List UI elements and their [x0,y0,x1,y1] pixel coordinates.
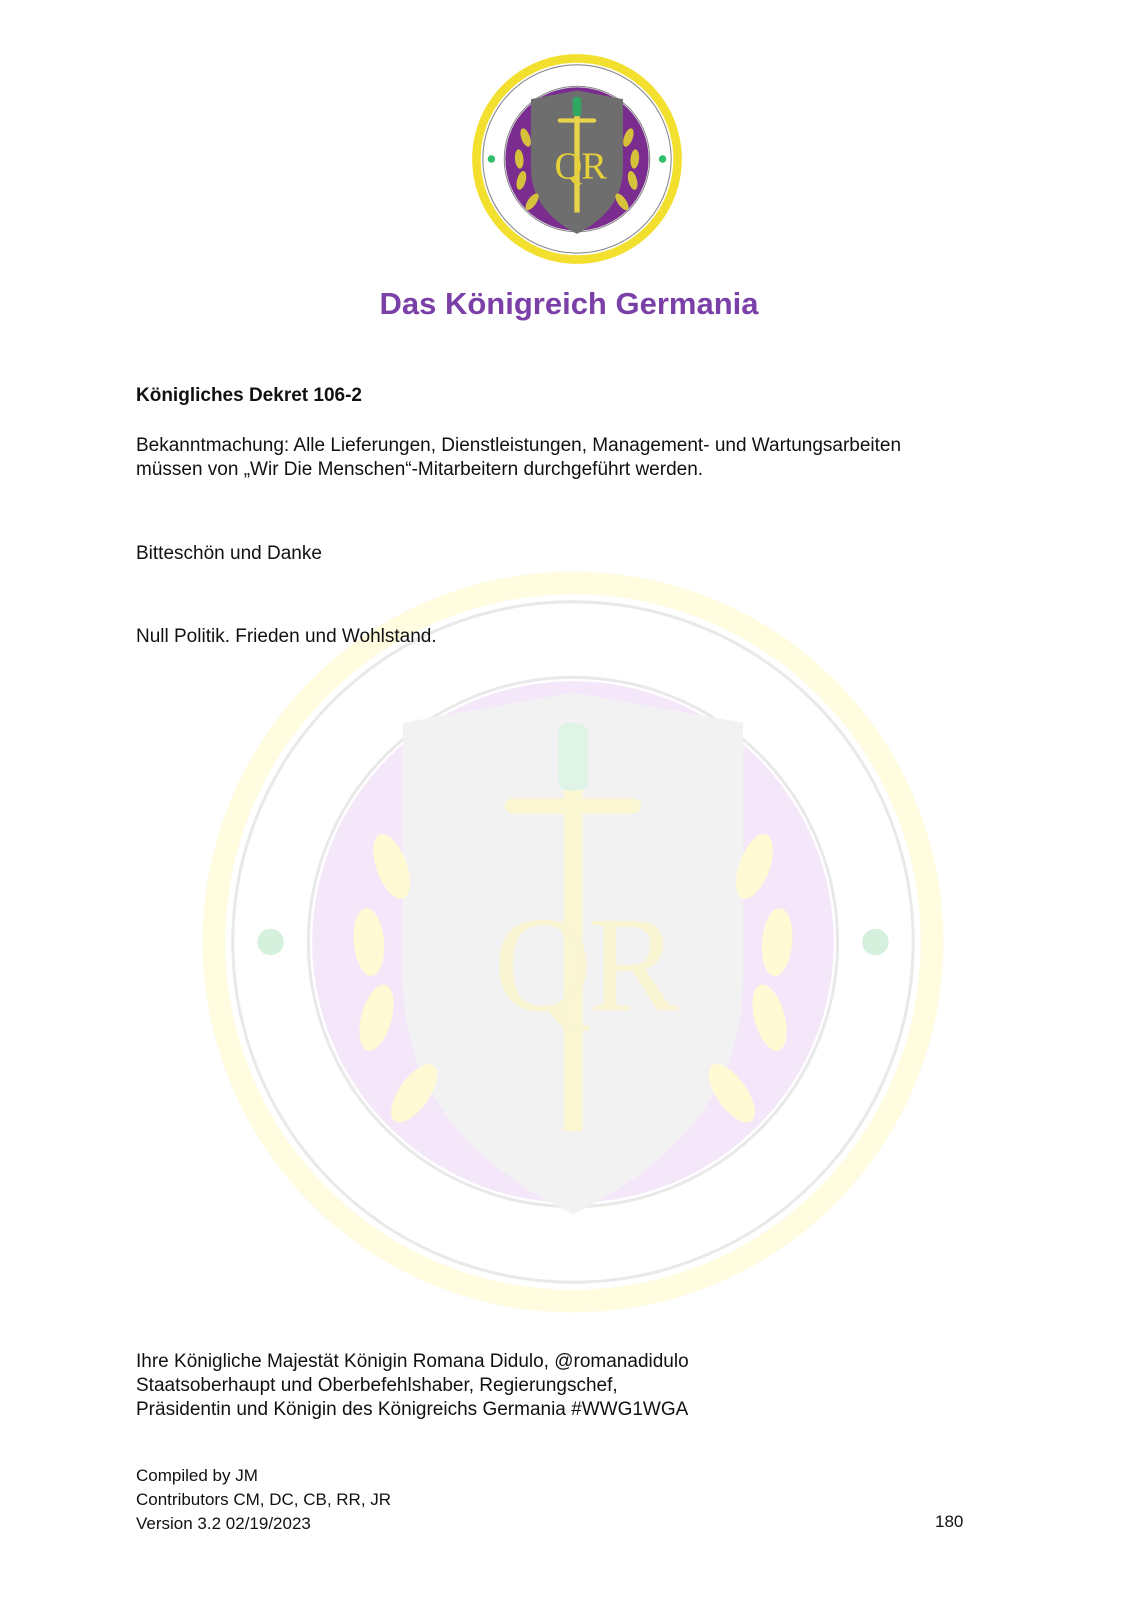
thanks-text: Bitteschön und Danke [136,543,322,564]
watermark-monogram-left: Q [493,890,592,1041]
seal-monogram-right: R [581,145,607,188]
page-number: 180 [935,1512,964,1531]
signature-line: Staatsoberhaupt und Oberbefehlshaber, Regierungschef, [136,1375,618,1396]
motto-text: Null Politik. Frieden und Wohlstand. [136,626,437,647]
version-date: Version 3.2 02/19/2023 [136,1514,311,1533]
signature-line: Präsidentin und Königin des Königreichs Germania #WWG1WGA [136,1399,689,1420]
compiled-by: Compiled by JM [136,1466,258,1485]
watermark-monogram-right: R [588,890,679,1041]
contributors: Contributors CM, DC, CB, RR, JR [136,1490,392,1509]
announcement-line: Bekanntmachung: Alle Lieferungen, Dienstleistungen, Management- und Wartungsarbeiten [136,435,902,456]
page-title: Das Königreich Germania [379,286,759,321]
seal-monogram-left: Q [554,145,583,188]
watermark-seal-emblem [195,564,951,1320]
announcement-line: müssen von „Wir Die Menschen“-Mitarbeitern durchgeführt werden. [136,459,704,480]
signature-block [136,1350,689,1422]
signature-line: Ihre Königliche Majestät Königin Romana Didulo, @romanadidulo [136,1351,689,1372]
royal-seal-emblem [470,52,684,266]
decree-title: Königliches Dekret 106-2 [136,385,362,406]
footer-credits [136,1464,391,1536]
announcement-text [136,434,1016,482]
